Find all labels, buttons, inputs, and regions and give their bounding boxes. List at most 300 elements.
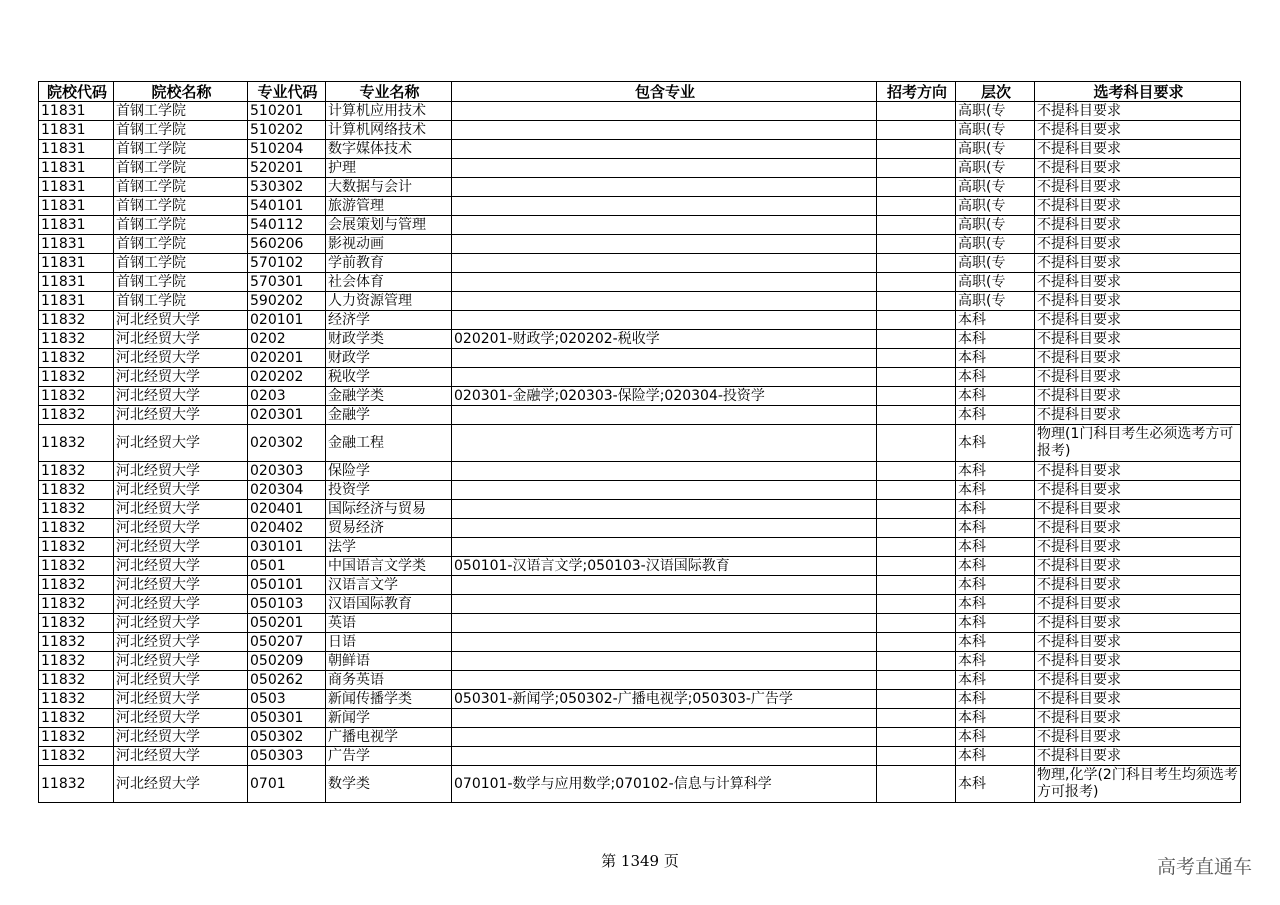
cell-major-code: 050209 [248,652,326,671]
cell-school-name: 河北经贸大学 [114,614,248,633]
header-direction: 招考方向 [877,82,956,102]
cell-subject-requirement: 不提科目要求 [1035,728,1241,747]
cell-school-name: 首钢工学院 [114,159,248,178]
cell-subject-requirement: 不提科目要求 [1035,690,1241,709]
cell-major-name: 商务英语 [326,671,452,690]
cell-included-majors [452,728,877,747]
cell-school-name: 首钢工学院 [114,121,248,140]
cell-school-code: 11832 [39,690,114,709]
cell-school-code: 11832 [39,747,114,766]
cell-level: 本科 [956,349,1035,368]
cell-school-code: 11832 [39,500,114,519]
cell-major-code: 510204 [248,140,326,159]
table-row [39,576,1241,595]
cell-included-majors [452,576,877,595]
cell-major-name: 金融学类 [326,387,452,406]
table-row [39,349,1241,368]
cell-major-code: 050101 [248,576,326,595]
cell-subject-requirement: 不提科目要求 [1035,709,1241,728]
cell-major-name: 经济学 [326,311,452,330]
cell-direction [877,576,956,595]
header-included-majors: 包含专业 [452,82,877,102]
cell-school-name: 首钢工学院 [114,273,248,292]
cell-level: 本科 [956,709,1035,728]
cell-school-code: 11831 [39,159,114,178]
cell-level: 高职(专 [956,273,1035,292]
cell-direction [877,330,956,349]
cell-major-code: 020304 [248,481,326,500]
cell-direction [877,349,956,368]
table-row [39,216,1241,235]
cell-major-code: 050103 [248,595,326,614]
cell-direction [877,519,956,538]
cell-included-majors [452,595,877,614]
cell-school-name: 河北经贸大学 [114,368,248,387]
cell-direction [877,235,956,254]
cell-included-majors: 020301-金融学;020303-保险学;020304-投资学 [452,387,877,406]
cell-major-code: 560206 [248,235,326,254]
cell-included-majors [452,197,877,216]
cell-subject-requirement: 不提科目要求 [1035,330,1241,349]
cell-direction [877,273,956,292]
cell-major-code: 020302 [248,425,326,462]
cell-level: 本科 [956,595,1035,614]
cell-major-name: 英语 [326,614,452,633]
table-row [39,368,1241,387]
cell-included-majors [452,747,877,766]
cell-major-name: 汉语言文学 [326,576,452,595]
cell-school-name: 河北经贸大学 [114,500,248,519]
cell-direction [877,311,956,330]
cell-major-code: 0202 [248,330,326,349]
cell-subject-requirement: 不提科目要求 [1035,747,1241,766]
cell-school-name: 河北经贸大学 [114,690,248,709]
cell-included-majors [452,652,877,671]
cell-major-code: 570301 [248,273,326,292]
cell-included-majors [452,102,877,121]
cell-included-majors: 050301-新闻学;050302-广播电视学;050303-广告学 [452,690,877,709]
cell-school-name: 首钢工学院 [114,235,248,254]
cell-major-name: 广播电视学 [326,728,452,747]
cell-level: 高职(专 [956,102,1035,121]
cell-major-code: 020301 [248,406,326,425]
table-row [39,121,1241,140]
cell-subject-requirement: 不提科目要求 [1035,273,1241,292]
cell-school-code: 11832 [39,406,114,425]
table-row [39,728,1241,747]
cell-level: 高职(专 [956,159,1035,178]
cell-included-majors [452,425,877,462]
cell-school-name: 河北经贸大学 [114,576,248,595]
cell-major-name: 社会体育 [326,273,452,292]
cell-direction [877,690,956,709]
cell-major-code: 020303 [248,462,326,481]
cell-subject-requirement: 不提科目要求 [1035,349,1241,368]
cell-major-name: 国际经济与贸易 [326,500,452,519]
cell-included-majors [452,671,877,690]
cell-major-name: 金融学 [326,406,452,425]
cell-major-code: 570102 [248,254,326,273]
cell-level: 本科 [956,330,1035,349]
cell-major-name: 数学类 [326,766,452,803]
header-subject-requirement: 选考科目要求 [1035,82,1241,102]
cell-direction [877,387,956,406]
cell-level: 本科 [956,462,1035,481]
table-row [39,387,1241,406]
cell-subject-requirement: 不提科目要求 [1035,102,1241,121]
cell-subject-requirement: 不提科目要求 [1035,387,1241,406]
cell-included-majors [452,216,877,235]
cell-school-code: 11831 [39,121,114,140]
cell-major-name: 计算机应用技术 [326,102,452,121]
cell-school-code: 11832 [39,538,114,557]
cell-level: 本科 [956,671,1035,690]
cell-direction [877,368,956,387]
cell-direction [877,254,956,273]
cell-direction [877,747,956,766]
cell-school-name: 首钢工学院 [114,292,248,311]
cell-direction [877,595,956,614]
table-row [39,159,1241,178]
cell-major-code: 050302 [248,728,326,747]
cell-subject-requirement: 不提科目要求 [1035,216,1241,235]
cell-major-code: 020201 [248,349,326,368]
cell-major-name: 法学 [326,538,452,557]
cell-level: 本科 [956,481,1035,500]
cell-direction [877,425,956,462]
cell-level: 高职(专 [956,121,1035,140]
cell-included-majors: 050101-汉语言文学;050103-汉语国际教育 [452,557,877,576]
cell-school-code: 11832 [39,728,114,747]
table-row [39,481,1241,500]
cell-major-code: 050301 [248,709,326,728]
cell-subject-requirement: 不提科目要求 [1035,519,1241,538]
table-row [39,652,1241,671]
cell-school-code: 11832 [39,481,114,500]
cell-major-name: 汉语国际教育 [326,595,452,614]
cell-school-name: 河北经贸大学 [114,557,248,576]
cell-subject-requirement: 不提科目要求 [1035,311,1241,330]
cell-school-name: 首钢工学院 [114,254,248,273]
cell-level: 高职(专 [956,216,1035,235]
cell-level: 本科 [956,311,1035,330]
cell-direction [877,140,956,159]
cell-school-name: 首钢工学院 [114,216,248,235]
cell-subject-requirement: 不提科目要求 [1035,671,1241,690]
cell-included-majors [452,235,877,254]
cell-subject-requirement: 不提科目要求 [1035,121,1241,140]
table-row [39,330,1241,349]
cell-level: 本科 [956,538,1035,557]
cell-major-code: 540112 [248,216,326,235]
table-row [39,292,1241,311]
table-row [39,197,1241,216]
cell-subject-requirement: 不提科目要求 [1035,633,1241,652]
cell-school-code: 11832 [39,766,114,803]
table-row [39,519,1241,538]
cell-direction [877,102,956,121]
cell-major-name: 影视动画 [326,235,452,254]
cell-included-majors [452,406,877,425]
cell-level: 高职(专 [956,292,1035,311]
cell-major-name: 保险学 [326,462,452,481]
cell-included-majors: 020201-财政学;020202-税收学 [452,330,877,349]
cell-direction [877,462,956,481]
cell-direction [877,709,956,728]
cell-major-code: 590202 [248,292,326,311]
cell-major-name: 投资学 [326,481,452,500]
cell-subject-requirement: 不提科目要求 [1035,500,1241,519]
cell-subject-requirement: 不提科目要求 [1035,178,1241,197]
cell-school-code: 11832 [39,671,114,690]
cell-major-code: 020401 [248,500,326,519]
table-row [39,406,1241,425]
table-row [39,633,1241,652]
cell-level: 本科 [956,633,1035,652]
cell-direction [877,614,956,633]
cell-included-majors [452,349,877,368]
cell-major-name: 计算机网络技术 [326,121,452,140]
table-row [39,254,1241,273]
cell-level: 本科 [956,728,1035,747]
table-row [39,690,1241,709]
cell-subject-requirement: 不提科目要求 [1035,614,1241,633]
cell-school-name: 河北经贸大学 [114,728,248,747]
cell-school-name: 河北经贸大学 [114,595,248,614]
table-row [39,557,1241,576]
cell-major-code: 510202 [248,121,326,140]
watermark: 高考直通车 [1156,856,1252,878]
table-row [39,178,1241,197]
cell-major-name: 数字媒体技术 [326,140,452,159]
cell-major-name: 学前教育 [326,254,452,273]
cell-subject-requirement: 不提科目要求 [1035,254,1241,273]
cell-direction [877,538,956,557]
cell-subject-requirement: 不提科目要求 [1035,159,1241,178]
cell-level: 本科 [956,368,1035,387]
cell-level: 本科 [956,425,1035,462]
cell-included-majors [452,538,877,557]
cell-subject-requirement: 不提科目要求 [1035,538,1241,557]
header-major-code: 专业代码 [248,82,326,102]
cell-direction [877,159,956,178]
cell-school-name: 河北经贸大学 [114,633,248,652]
cell-school-name: 河北经贸大学 [114,349,248,368]
cell-included-majors [452,368,877,387]
cell-major-code: 0701 [248,766,326,803]
cell-included-majors [452,254,877,273]
cell-level: 高职(专 [956,235,1035,254]
cell-level: 本科 [956,387,1035,406]
cell-level: 本科 [956,614,1035,633]
cell-included-majors [452,178,877,197]
cell-included-majors [452,614,877,633]
cell-level: 本科 [956,690,1035,709]
cell-level: 本科 [956,406,1035,425]
cell-subject-requirement: 物理(1门科目考生必须选考方可报考) [1035,425,1241,462]
cell-school-name: 河北经贸大学 [114,538,248,557]
table-row [39,747,1241,766]
cell-included-majors [452,519,877,538]
cell-direction [877,766,956,803]
cell-major-code: 510201 [248,102,326,121]
cell-school-name: 河北经贸大学 [114,330,248,349]
table-row [39,311,1241,330]
cell-school-name: 河北经贸大学 [114,311,248,330]
cell-direction [877,671,956,690]
cell-school-code: 11832 [39,614,114,633]
cell-school-name: 首钢工学院 [114,102,248,121]
cell-major-code: 530302 [248,178,326,197]
cell-subject-requirement: 不提科目要求 [1035,197,1241,216]
cell-major-name: 人力资源管理 [326,292,452,311]
cell-school-code: 11832 [39,349,114,368]
cell-school-name: 首钢工学院 [114,197,248,216]
cell-school-name: 河北经贸大学 [114,519,248,538]
cell-subject-requirement: 不提科目要求 [1035,292,1241,311]
cell-direction [877,292,956,311]
cell-school-code: 11832 [39,330,114,349]
cell-school-code: 11832 [39,633,114,652]
page-number: 第 1349 页 [601,852,679,870]
cell-school-code: 11832 [39,595,114,614]
cell-major-name: 会展策划与管理 [326,216,452,235]
cell-direction [877,406,956,425]
cell-subject-requirement: 不提科目要求 [1035,557,1241,576]
cell-direction [877,728,956,747]
cell-major-code: 540101 [248,197,326,216]
cell-included-majors [452,159,877,178]
cell-major-name: 贸易经济 [326,519,452,538]
cell-subject-requirement: 不提科目要求 [1035,576,1241,595]
cell-direction [877,557,956,576]
cell-level: 高职(专 [956,178,1035,197]
cell-school-code: 11832 [39,652,114,671]
cell-school-code: 11832 [39,709,114,728]
cell-included-majors [452,292,877,311]
table-row [39,614,1241,633]
table-row [39,766,1241,803]
cell-direction [877,121,956,140]
cell-major-name: 金融工程 [326,425,452,462]
cell-school-code: 11831 [39,178,114,197]
table-row [39,273,1241,292]
cell-major-code: 050207 [248,633,326,652]
cell-school-name: 河北经贸大学 [114,406,248,425]
cell-level: 本科 [956,557,1035,576]
cell-major-name: 护理 [326,159,452,178]
cell-school-code: 11832 [39,576,114,595]
cell-school-code: 11832 [39,557,114,576]
cell-school-name: 河北经贸大学 [114,709,248,728]
cell-school-name: 首钢工学院 [114,178,248,197]
table-row [39,595,1241,614]
cell-subject-requirement: 不提科目要求 [1035,140,1241,159]
cell-subject-requirement: 不提科目要求 [1035,595,1241,614]
cell-major-code: 030101 [248,538,326,557]
cell-included-majors: 070101-数学与应用数学;070102-信息与计算科学 [452,766,877,803]
cell-level: 高职(专 [956,197,1035,216]
table-row [39,500,1241,519]
cell-school-code: 11831 [39,235,114,254]
cell-school-name: 河北经贸大学 [114,747,248,766]
cell-major-name: 旅游管理 [326,197,452,216]
cell-major-code: 050262 [248,671,326,690]
table-row [39,235,1241,254]
cell-school-name: 河北经贸大学 [114,425,248,462]
cell-included-majors [452,462,877,481]
cell-school-name: 河北经贸大学 [114,652,248,671]
table-row [39,538,1241,557]
header-major-name: 专业名称 [326,82,452,102]
cell-major-code: 0503 [248,690,326,709]
cell-included-majors [452,709,877,728]
cell-subject-requirement: 不提科目要求 [1035,406,1241,425]
cell-school-name: 河北经贸大学 [114,462,248,481]
cell-direction [877,633,956,652]
cell-major-name: 新闻学 [326,709,452,728]
cell-major-code: 020101 [248,311,326,330]
cell-school-code: 11831 [39,216,114,235]
cell-major-name: 财政学类 [326,330,452,349]
cell-direction [877,500,956,519]
cell-major-code: 520201 [248,159,326,178]
cell-school-code: 11832 [39,462,114,481]
header-level: 层次 [956,82,1035,102]
cell-major-name: 大数据与会计 [326,178,452,197]
cell-level: 本科 [956,766,1035,803]
cell-major-name: 朝鲜语 [326,652,452,671]
cell-school-code: 11831 [39,254,114,273]
cell-subject-requirement: 物理,化学(2门科目考生均须选考方可报考) [1035,766,1241,803]
header-school-code: 院校代码 [39,82,114,102]
cell-school-code: 11832 [39,519,114,538]
table-row [39,102,1241,121]
cell-major-code: 020202 [248,368,326,387]
cell-major-code: 0203 [248,387,326,406]
cell-level: 本科 [956,519,1035,538]
cell-included-majors [452,633,877,652]
table-row [39,671,1241,690]
cell-major-code: 020402 [248,519,326,538]
cell-subject-requirement: 不提科目要求 [1035,481,1241,500]
cell-level: 本科 [956,747,1035,766]
cell-direction [877,178,956,197]
cell-subject-requirement: 不提科目要求 [1035,462,1241,481]
cell-major-name: 广告学 [326,747,452,766]
cell-major-code: 050303 [248,747,326,766]
cell-level: 本科 [956,500,1035,519]
cell-included-majors [452,273,877,292]
cell-direction [877,652,956,671]
cell-school-code: 11831 [39,292,114,311]
cell-included-majors [452,140,877,159]
cell-school-code: 11832 [39,387,114,406]
cell-level: 高职(专 [956,254,1035,273]
cell-school-code: 11832 [39,425,114,462]
cell-included-majors [452,500,877,519]
cell-school-name: 河北经贸大学 [114,671,248,690]
cell-included-majors [452,311,877,330]
cell-direction [877,197,956,216]
cell-major-code: 050201 [248,614,326,633]
admissions-table [38,81,1241,803]
cell-included-majors [452,481,877,500]
cell-direction [877,481,956,500]
cell-level: 高职(专 [956,140,1035,159]
cell-major-name: 中国语言文学类 [326,557,452,576]
cell-major-name: 新闻传播学类 [326,690,452,709]
